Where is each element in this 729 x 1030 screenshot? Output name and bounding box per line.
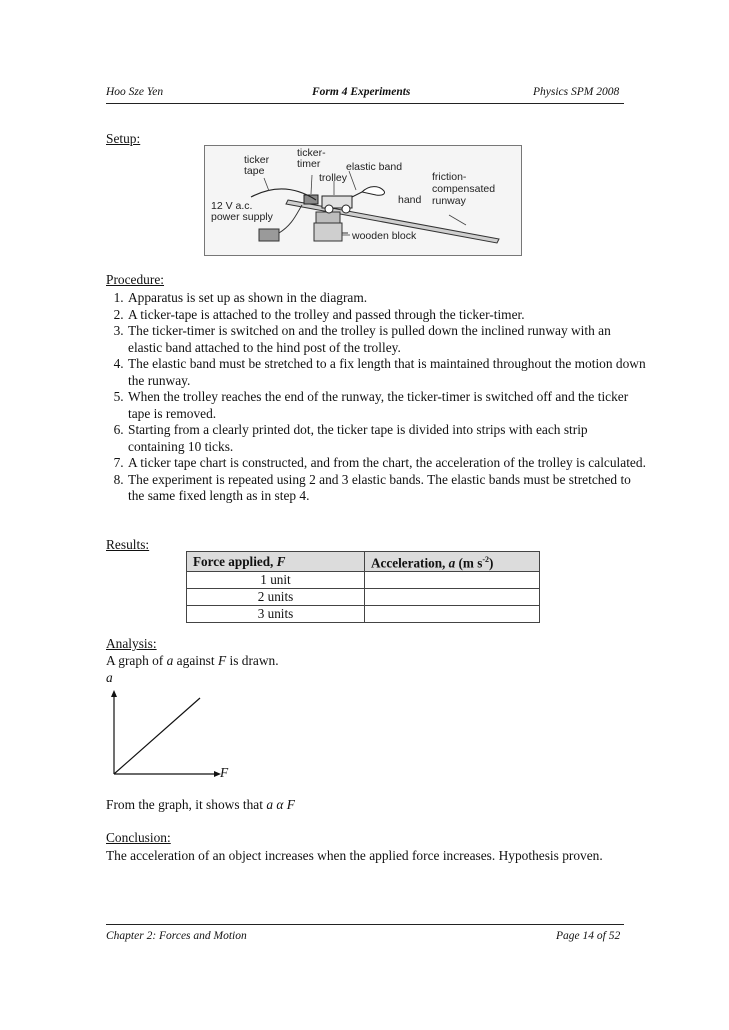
procedure-step: 7. A ticker tape chart is constructed, and from the chart, the acceleration of the trolley is calculated.	[127, 455, 647, 472]
procedure-heading: Procedure:	[106, 272, 165, 287]
force-cell: 3 units	[187, 606, 365, 623]
wooden-block	[314, 223, 342, 241]
analysis-heading: Analysis:	[106, 636, 157, 651]
procedure-list	[108, 290, 647, 505]
acceleration-cell	[365, 572, 540, 589]
header-author: Hoo Sze Yen	[106, 86, 164, 98]
power-supply-box	[259, 229, 279, 241]
table-row	[187, 572, 540, 589]
procedure-step: 4. The elastic band must be stretched to a fix length that is maintained throughout the motion down the runway.	[127, 356, 647, 389]
header-subject: Physics SPM 2008	[533, 86, 620, 98]
header-rule	[106, 103, 624, 104]
label-runway-3: runway	[432, 195, 466, 207]
force-cell: 1 unit	[187, 572, 365, 589]
label-power-1: 12 V a.c.	[211, 200, 253, 212]
col-acceleration-header: Acceleration, a (m $s^{-2}$)	[365, 552, 540, 572]
graph-x-label: F	[220, 765, 229, 780]
proportional-line	[114, 698, 200, 774]
procedure-step: 2. A ticker-tape is attached to the trolley and passed through the ticker-timer.	[127, 307, 647, 324]
setup-diagram	[204, 145, 522, 256]
label-ticker: ticker	[244, 154, 270, 166]
label-elastic-band: elastic band	[346, 161, 403, 173]
table-row	[187, 606, 540, 623]
footer-chapter: Chapter 2: Forces and Motion	[106, 930, 247, 942]
y-axis-arrow-icon	[111, 690, 117, 697]
col-force-header: Force applied, F	[187, 552, 365, 572]
conclusion-heading: Conclusion:	[106, 830, 171, 845]
label-hand: hand	[398, 194, 422, 206]
procedure-step: 8. The experiment is repeated using 2 and 3 elastic bands. The elastic bands must be stretched to the same fixed length as in step 4.	[127, 472, 647, 505]
acceleration-cell	[365, 589, 540, 606]
label-tape: tape	[244, 165, 265, 177]
force-cell: 2 units	[187, 589, 365, 606]
procedure-step: 5. When the trolley reaches the end of the runway, the ticker-timer is switched off and the ticker tape is removed.	[127, 389, 647, 422]
header-title: Form 4 Experiments	[312, 86, 411, 98]
procedure-step: 6. Starting from a clearly printed dot, the ticker tape is divided into strips with each strip containing 10 ticks.	[127, 422, 647, 455]
graph-y-label: a	[106, 670, 113, 685]
graph-statement: From the graph, it shows that a α F	[106, 797, 295, 812]
label-runway-1: friction-	[432, 171, 467, 183]
wooden-block-top	[316, 212, 340, 223]
label-ticker-timer-2: timer	[297, 158, 321, 170]
footer-page-number: Page 14 of 52	[556, 930, 621, 942]
results-table	[186, 551, 540, 623]
label-power-2: power supply	[211, 211, 273, 223]
label-ticker-timer-1: ticker-	[297, 147, 326, 159]
procedure-step: 1. Apparatus is set up as shown in the diagram.	[127, 290, 647, 307]
results-header-row	[187, 552, 540, 572]
analysis-graph	[108, 688, 226, 778]
results-heading: Results:	[106, 537, 150, 552]
analysis-text: A graph of a against F is drawn.	[106, 653, 279, 668]
acceleration-cell	[365, 606, 540, 623]
label-trolley: trolley	[319, 172, 348, 184]
label-runway-2: compensated	[432, 183, 496, 195]
label-wooden-block: wooden block	[352, 230, 417, 242]
procedure-step: 3. The ticker-timer is switched on and the trolley is pulled down the inclined runway with an elastic band attached to the hind post of the trolley.	[127, 323, 647, 356]
conclusion-text: The acceleration of an object increases when the applied force increases. Hypothesis proven.	[106, 848, 603, 863]
setup-heading: Setup:	[106, 131, 141, 146]
footer-rule	[106, 924, 624, 925]
table-row	[187, 589, 540, 606]
